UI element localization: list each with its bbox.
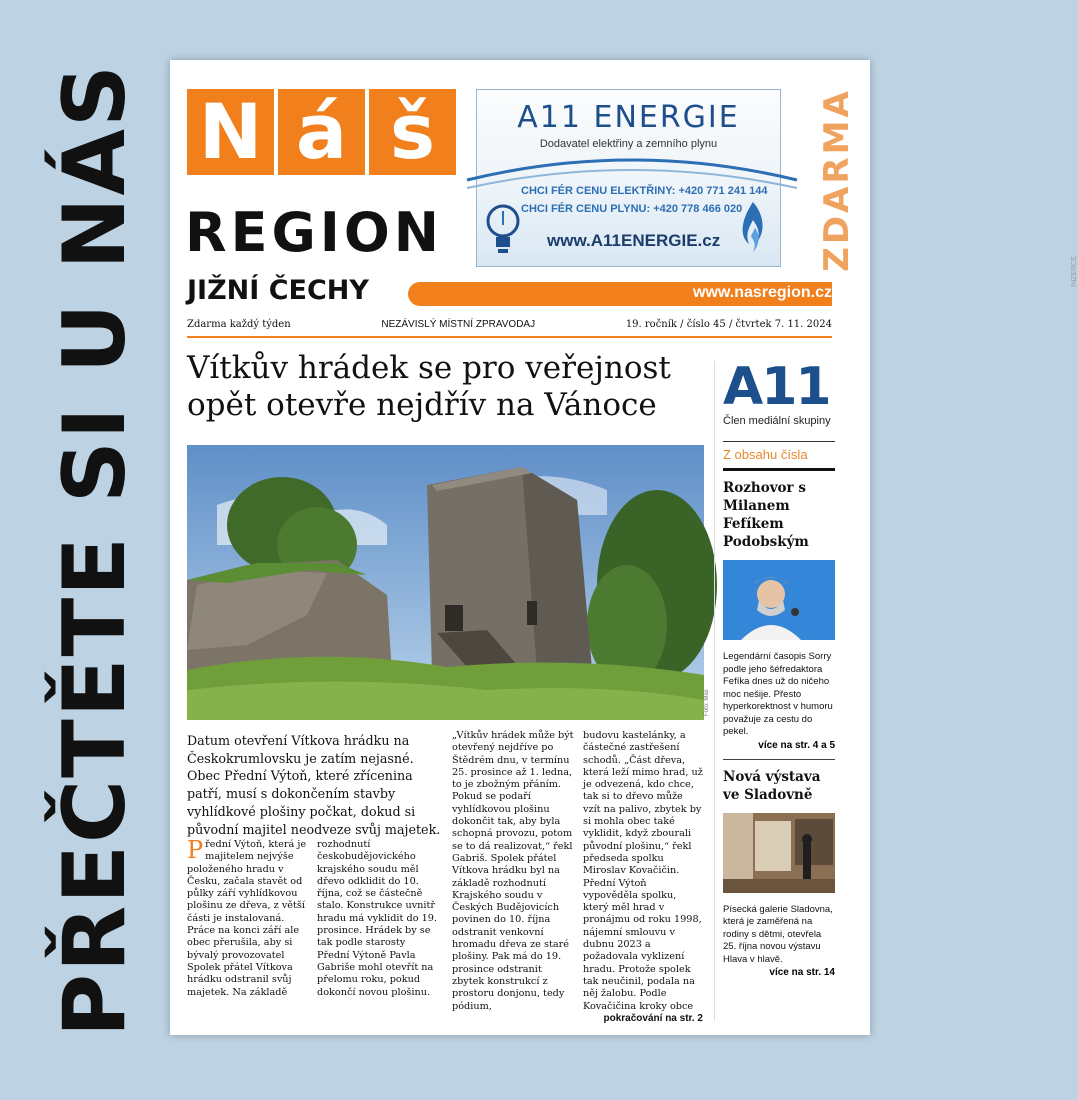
lightbulb-icon	[484, 201, 522, 257]
ad-subtitle: Dodavatel elektřiny a zemního plynu	[539, 138, 718, 150]
exhibition-photo	[723, 813, 835, 893]
article-headline: Vítkův hrádek se pro veřejnost opět otevře nejdřív na Vánoce	[187, 350, 671, 423]
tagline-text: NEZÁVISLÝ MÍSTNÍ ZPRAVODAJ	[381, 319, 536, 330]
logo-letter: á	[278, 89, 365, 175]
masthead-logo	[187, 89, 456, 175]
story-title-interview[interactable]: Rozhovor s Milanem Fefíkem Podobským	[723, 480, 809, 550]
gas-flame-icon	[735, 198, 771, 256]
interview-caption: Legendární časopis Sorry podle jeho šéfredaktora Fefíka dnes už do ničeho moc nešije. Přesto hyperkorektnost v humoru považuje za cestu do pekel.	[723, 651, 833, 737]
ad-inzerce-label: INZERCE	[1070, 256, 1078, 287]
side-promo-text: PŘEČTĚTE SI U NÁS	[45, 63, 145, 1037]
photo-credit: Foto: Mas	[704, 689, 710, 716]
column-divider	[714, 361, 715, 1021]
article-column-3: „Vítkův hrádek může být otevřený nejdříve po Štědrém dnu, v termínu 25. prosince až 1. ledna, to je zbožným přáním. Pokud se podaří vyhlídkovou plošinu dokončit tak, aby byla schopná provozu, potom se to dá realizovat,“ řekl Gabriš. Spolek přátel Vítkova hrádku byl na základě rozhodnutí Krajského soudu v Českých Budějovicích povinen do 10. října odstranit venkovní hromadu dřeva ze staré plošiny. Pak má do 19. prosince odstranit zbytek konstrukcí z prostoru donjonu, tedy pódium,	[452, 730, 574, 1012]
ad-gas-line: CHCI FÉR CENU PLYNU: +420 778 466 020	[521, 203, 743, 215]
divider	[723, 441, 835, 442]
story-title-exhibition[interactable]: Nová výstava ve Sladovně	[723, 768, 821, 803]
divider	[723, 468, 835, 471]
free-label: ZDARMA	[817, 88, 857, 272]
masthead-region: REGION	[185, 201, 443, 264]
article-column-4: budovu kastelánky, a částečné zastřešení schodů. „Část dřeva, která leží mimo hrad, už je odvezená, kdo chce, tak si to dřevo může vzít na palivo, zbytek by si mohla obec také vyklidit, když zbourali původní plošinu,“ řekl předseda spolku Miroslav Kovačičin. Přední Výtoň vypověděla spolku, který měl hrad v pronájmu od roku 1998, nájemní smlouvu v dubnu 2023 a požadovala vyklizení hradu. Protože spolek tak neučinil, podala na něj žalobu. Podle Kovačičina kroky obce pokračování na str. 2	[583, 730, 703, 1024]
divider	[187, 336, 832, 338]
ad-electricity-line: CHCI FÉR CENU ELEKTŘINY: +420 771 241 144	[521, 185, 768, 197]
frequency-text: Zdarma každý týden	[187, 319, 291, 330]
masthead-subregion: JIŽNÍ ČECHY	[187, 275, 369, 306]
contents-label: Z obsahu čísla	[723, 447, 808, 462]
member-text: Člen mediální skupiny	[723, 415, 831, 427]
exhibition-caption: Písecká galerie Sladovna, která je zaměřená na rodiny s dětmi, otevřela 25. října novou výstavu Hlava v hlavě.	[723, 903, 833, 965]
issue-text: 19. ročník / číslo 45 / čtvrtek 7. 11. 2024	[625, 319, 832, 330]
article-lede: Datum otevření Vítkova hrádku na Českokrumlovsku je zatím nejasné. Obec Přední Výtoň, které zřícenina patří, musí s dokončením stavby vyhlídkové plošiny počkat, dokud si původní majitel neodveze svůj majetek.	[187, 733, 441, 837]
issue-info-row	[187, 319, 832, 330]
logo-letter: š	[369, 89, 456, 175]
ad-url[interactable]: www.A11ENERGIE.cz	[547, 231, 721, 250]
interview-more-link[interactable]: více na str. 4 a 5	[758, 739, 835, 751]
continue-link[interactable]: pokračování na str. 2	[603, 1012, 703, 1024]
website-link[interactable]: www.nasregion.cz	[693, 284, 832, 301]
a11-logo: A11	[723, 357, 830, 417]
logo-letter: N	[187, 89, 274, 175]
ad-brand: A11 ENERGIE	[517, 100, 740, 135]
article-column-1: Přední Výtoň, která je majitelem nejvýše položeného hradu v Česku, začala stavět od půlky září vyhlídkovou plošinu ze dřeva, z větší části je instalovaná. Práce na konci září ale obec přerušila, aby si bývalý provozovatel Spolek přátel Vítkova hrádku odstranil svůj majetek. Na základě	[187, 836, 307, 998]
newspaper-page	[170, 60, 1078, 1035]
dropcap: P	[187, 836, 204, 864]
sidebar	[723, 357, 835, 978]
exhibition-more-link[interactable]: více na str. 14	[769, 967, 835, 978]
interview-photo	[723, 560, 835, 640]
article-column-2: rozhodnutí českobudějovického krajského soudu měl dřevo odklidit do 10. října, což se částečně stalo. Konstrukce uvnitř hradu má vyklidit do 19. prosince. Hrádek by se tak podle starosty Přední Výtoně Pavla Gabriše mohl otevřít na přelomu roku, pokud dokončí novou plošinu.	[317, 839, 438, 998]
castle-photo	[187, 445, 704, 720]
divider	[723, 759, 835, 760]
